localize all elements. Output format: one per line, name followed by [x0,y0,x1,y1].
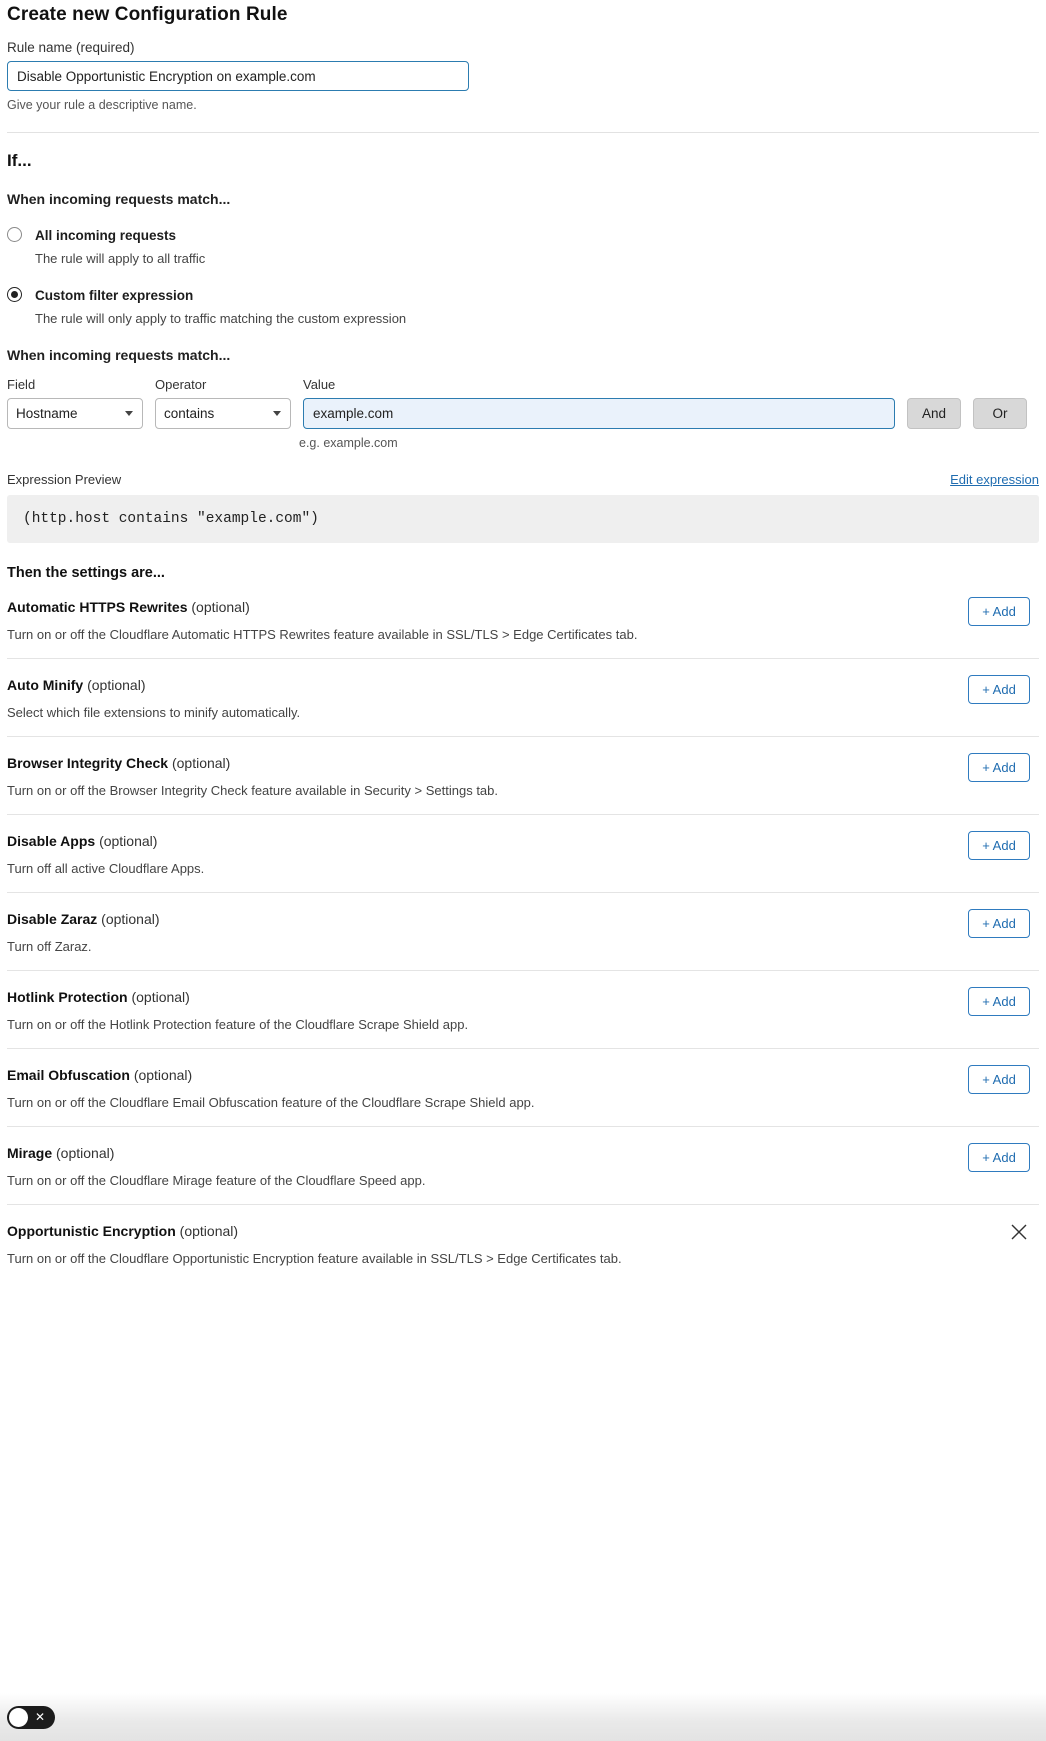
setting-name: Disable Zaraz [7,911,98,928]
setting-optional: (optional) [101,911,160,928]
setting-optional: (optional) [99,833,158,850]
setting-description: Turn off all active Cloudflare Apps. [7,861,205,877]
setting-title [7,911,1039,927]
close-icon[interactable] [1009,1222,1029,1242]
setting-name: Mirage [7,1145,53,1162]
expression-builder-row [7,377,1039,429]
setting-row-active [7,1205,1039,1282]
setting-optional: (optional) [133,1067,193,1084]
add-setting-button[interactable]: + Add [968,597,1030,626]
radio-icon-all-requests[interactable] [7,227,22,242]
toggle-off-icon: ✕ [35,1710,46,1724]
setting-name: Email Obfuscation [7,1067,130,1084]
setting-row [7,1127,1039,1205]
setting-row [7,581,1039,659]
add-setting-button[interactable]: + Add [968,1065,1030,1094]
setting-toggle[interactable] [7,1706,55,1729]
then-heading: Then the settings are... [7,565,165,582]
setting-description: Turn on or off the Cloudflare Automatic HTTPS Rewrites feature available in SSL/TLS > Edge Certificates tab. [7,627,638,643]
or-button[interactable]: Or [973,398,1027,429]
value-hint: e.g. example.com [299,436,398,451]
section-divider [7,132,1039,133]
setting-name: Opportunistic Encryption [7,1223,176,1240]
if-heading: If... [7,151,32,170]
setting-title [7,1145,1039,1161]
match-heading: When incoming requests match... [7,191,231,207]
value-label: Value [303,377,336,393]
setting-title [7,833,1039,849]
edit-expression-link[interactable]: Edit expression [950,472,1039,488]
setting-optional: (optional) [171,755,231,772]
add-setting-button[interactable]: + Add [968,909,1030,938]
page-title: Create new Configuration Rule [7,4,288,25]
operator-label: Operator [155,377,207,393]
setting-title [7,1223,1039,1239]
setting-name: Automatic HTTPS Rewrites [7,599,188,616]
radio-desc-custom-filter: The rule will only apply to traffic matching the custom expression [35,310,407,326]
setting-row [7,737,1039,815]
setting-row [7,893,1039,971]
setting-title [7,1067,1039,1083]
setting-name: Auto Minify [7,677,84,694]
setting-optional: (optional) [179,1223,239,1240]
radio-option-custom-filter[interactable] [7,285,1039,327]
value-input[interactable] [303,398,895,429]
setting-name: Hotlink Protection [7,989,128,1006]
expression-preview-label: Expression Preview [7,472,122,488]
setting-description: Turn on or off the Cloudflare Mirage feature of the Cloudflare Speed app. [7,1173,426,1189]
setting-title [7,599,1039,615]
add-setting-button[interactable]: + Add [968,675,1030,704]
configuration-rule-form [0,4,1046,1282]
setting-row [7,815,1039,893]
toggle-knob [9,1708,28,1727]
setting-description: Turn on or off the Cloudflare Email Obfuscation feature of the Cloudflare Scrape Shield app. [7,1095,535,1111]
setting-title [7,989,1039,1005]
setting-row [7,1049,1039,1127]
rule-name-input[interactable] [7,61,469,91]
bottom-bar [0,1693,1046,1741]
setting-description: Turn on or off the Browser Integrity Check feature available in Security > Settings tab. [7,783,499,799]
add-setting-button[interactable]: + Add [968,987,1030,1016]
add-setting-button[interactable]: + Add [968,753,1030,782]
expression-preview-header [7,472,1039,487]
radio-icon-custom-filter[interactable] [7,287,22,302]
setting-title [7,755,1039,771]
setting-description: Turn off Zaraz. [7,939,92,955]
radio-label-custom-filter: Custom filter expression [35,288,194,304]
field-select-wrap[interactable] [7,398,143,429]
add-setting-button[interactable]: + Add [968,831,1030,860]
setting-optional: (optional) [131,989,190,1006]
setting-optional: (optional) [191,599,250,616]
setting-description: Select which file extensions to minify automatically. [7,705,301,721]
field-select[interactable] [7,398,143,429]
setting-description: Turn on or off the Hotlink Protection feature of the Cloudflare Scrape Shield app. [7,1017,469,1033]
and-button[interactable]: And [907,398,961,429]
radio-label-all-requests: All incoming requests [35,228,177,243]
add-setting-button[interactable]: + Add [968,1143,1030,1172]
setting-title [7,677,1039,693]
setting-optional: (optional) [56,1145,115,1162]
setting-name: Browser Integrity Check [7,755,169,772]
setting-optional: (optional) [87,677,146,694]
operator-select[interactable] [155,398,291,429]
field-label: Field [7,377,36,393]
expression-preview-box: (http.host contains "example.com") [7,495,1039,543]
radio-desc-all-requests: The rule will apply to all traffic [35,250,206,266]
setting-description: Turn on or off the Cloudflare Opportunistic Encryption feature available in SSL/TLS > Edge Certificates tab. [7,1251,622,1267]
rule-name-label: Rule name (required) [7,40,135,55]
expression-builder-heading: When incoming requests match... [7,347,231,364]
operator-select-wrap[interactable] [155,398,291,429]
radio-option-all-requests[interactable] [7,225,1039,267]
setting-row [7,659,1039,737]
rule-name-helper: Give your rule a descriptive name. [7,98,197,112]
setting-row [7,971,1039,1049]
setting-name: Disable Apps [7,833,96,850]
